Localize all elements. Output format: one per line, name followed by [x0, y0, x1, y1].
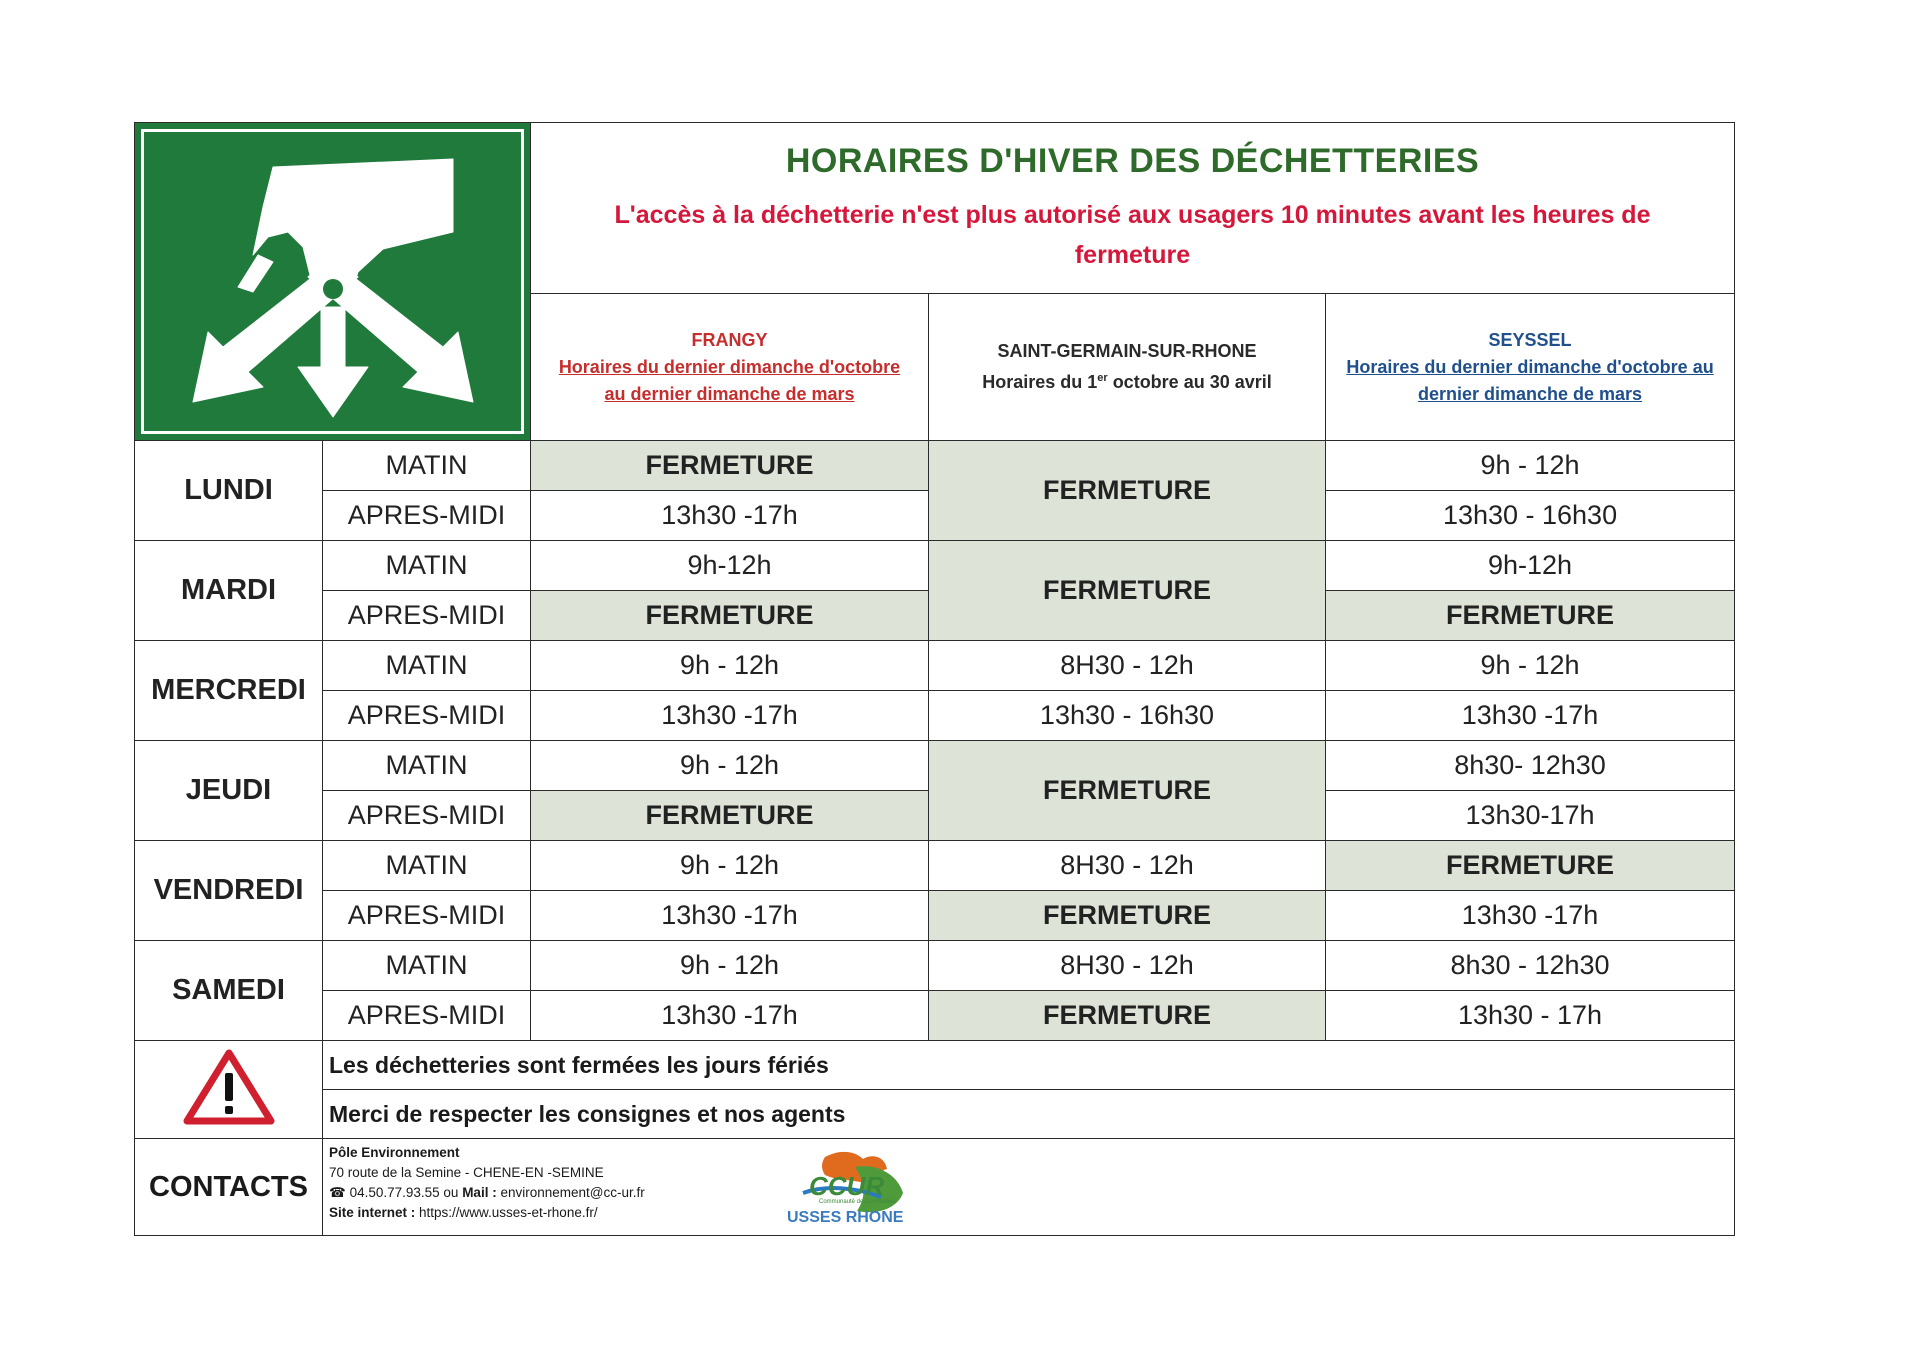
schedule-cell: 9h - 12h [531, 641, 929, 691]
schedule-cell: FERMETURE [929, 541, 1326, 641]
schedule-cell: 9h-12h [1326, 541, 1735, 591]
schedule-cell: 13h30 -17h [1326, 691, 1735, 741]
site-hours: Horaires du dernier dimanche d'octobre au dernier dimanche de mars [558, 356, 901, 404]
period-label: APRES-MIDI [323, 491, 531, 541]
table-row [135, 991, 1735, 1041]
page-title: HORAIRES D'HIVER DES DÉCHETTERIES [785, 141, 1480, 180]
schedule-cell: 13h30-17h [1326, 791, 1735, 841]
schedule-cell: 13h30 -17h [531, 891, 929, 941]
day-label: JEUDI [135, 741, 323, 841]
contact-phone-line [329, 1183, 645, 1203]
day-label: MARDI [135, 541, 323, 641]
day-label: MERCREDI [135, 641, 323, 741]
note-holidays: Les déchetteries sont fermées les jours fériés [323, 1041, 1735, 1090]
period-label: MATIN [323, 741, 531, 791]
site-header-frangy [531, 294, 929, 441]
page-subtitle: L'accès à la déchetterie n'est plus autorisé aux usagers 10 minutes avant les heures de fermeture [614, 200, 1651, 269]
site-header-seyssel [1326, 294, 1735, 441]
logo-cell [135, 123, 531, 441]
schedule-cell: 13h30 -17h [531, 991, 929, 1041]
schedule-cell: 9h-12h [531, 541, 929, 591]
table-row [135, 941, 1735, 991]
site-hours: Horaires du dernier dimanche d'octobre au dernier dimanche de mars [1346, 356, 1714, 404]
period-label: MATIN [323, 441, 531, 491]
ccur-logo-text: CCUR [809, 1171, 885, 1201]
period-label: APRES-MIDI [323, 691, 531, 741]
period-label: APRES-MIDI [323, 991, 531, 1041]
period-label: APRES-MIDI [323, 591, 531, 641]
schedule-cell: 13h30 - 17h [1326, 991, 1735, 1041]
site-hours: Horaires du 1er octobre au 30 avril [982, 372, 1272, 392]
schedule-cell: 8H30 - 12h [929, 941, 1326, 991]
table-row [135, 691, 1735, 741]
schedule-cell: 9h - 12h [1326, 441, 1735, 491]
schedule-cell: 9h - 12h [1326, 641, 1735, 691]
ccur-logo-name: USSES RHONE [787, 1209, 904, 1226]
site-header-stgermain [929, 294, 1326, 441]
schedule-table [134, 122, 1735, 1236]
schedule-cell: 13h30 - 16h30 [1326, 491, 1735, 541]
contact-phone: 04.50.77.93.55 ou [345, 1185, 463, 1200]
table-row [135, 741, 1735, 791]
schedule-cell: 13h30 -17h [531, 691, 929, 741]
schedule-cell: FERMETURE [929, 441, 1326, 541]
contact-mail-link[interactable]: environnement@cc-ur.fr [496, 1185, 645, 1200]
schedule-cell: FERMETURE [929, 991, 1326, 1041]
day-label: LUNDI [135, 441, 323, 541]
schedule-cell: 9h - 12h [531, 941, 929, 991]
schedule-cell: FERMETURE [531, 591, 929, 641]
schedule-cell: 13h30 - 16h30 [929, 691, 1326, 741]
schedule-cell: 8H30 - 12h [929, 641, 1326, 691]
period-label: MATIN [323, 641, 531, 691]
table-row [135, 441, 1735, 491]
schedule-cell: FERMETURE [531, 441, 929, 491]
schedule-cell: 9h - 12h [531, 841, 929, 891]
table-row [135, 541, 1735, 591]
schedule-cell: 8h30- 12h30 [1326, 741, 1735, 791]
schedule-cell: FERMETURE [1326, 591, 1735, 641]
period-label: APRES-MIDI [323, 891, 531, 941]
period-label: MATIN [323, 541, 531, 591]
title-cell [531, 123, 1735, 294]
schedule-cell: 8H30 - 12h [929, 841, 1326, 891]
table-row [135, 841, 1735, 891]
schedule-cell: FERMETURE [929, 741, 1326, 841]
ccur-logo [785, 1149, 915, 1229]
site-name: FRANGY [691, 329, 768, 350]
recycling-hand-icon [153, 137, 513, 427]
warning-cell [135, 1041, 323, 1139]
table-row [135, 891, 1735, 941]
schedule-cell: FERMETURE [531, 791, 929, 841]
day-label: SAMEDI [135, 941, 323, 1041]
schedule-sheet [134, 122, 1734, 1247]
warning-triangle-icon [183, 1049, 275, 1125]
contact-details [329, 1143, 645, 1223]
contact-address: 70 route de la Semine - CHENE-EN -SEMINE [329, 1165, 604, 1180]
phone-icon: ☎ [329, 1185, 346, 1200]
table-row [135, 641, 1735, 691]
day-label: VENDREDI [135, 841, 323, 941]
site-name: SAINT-GERMAIN-SUR-RHONE [997, 341, 1257, 361]
period-label: MATIN [323, 841, 531, 891]
schedule-cell: 13h30 -17h [531, 491, 929, 541]
ccur-logo-small: Communauté de Communes [819, 1199, 896, 1205]
schedule-cell: 8h30 - 12h30 [1326, 941, 1735, 991]
contact-org: Pôle Environnement [329, 1145, 460, 1160]
schedule-cell: FERMETURE [929, 891, 1326, 941]
period-label: APRES-MIDI [323, 791, 531, 841]
site-label: Site internet : [329, 1205, 416, 1220]
contact-site-line [329, 1203, 645, 1223]
site-name: SEYSSEL [1488, 329, 1572, 350]
mail-label: Mail : [462, 1185, 497, 1200]
schedule-cell: FERMETURE [1326, 841, 1735, 891]
schedule-cell: 9h - 12h [531, 741, 929, 791]
contact-site-link[interactable]: https://www.usses-et-rhone.fr/ [415, 1205, 598, 1220]
schedule-cell: 13h30 -17h [1326, 891, 1735, 941]
contacts-label: CONTACTS [135, 1139, 323, 1236]
contacts-cell [323, 1139, 1735, 1236]
period-label: MATIN [323, 941, 531, 991]
note-respect: Merci de respecter les consignes et nos agents [323, 1090, 1735, 1139]
